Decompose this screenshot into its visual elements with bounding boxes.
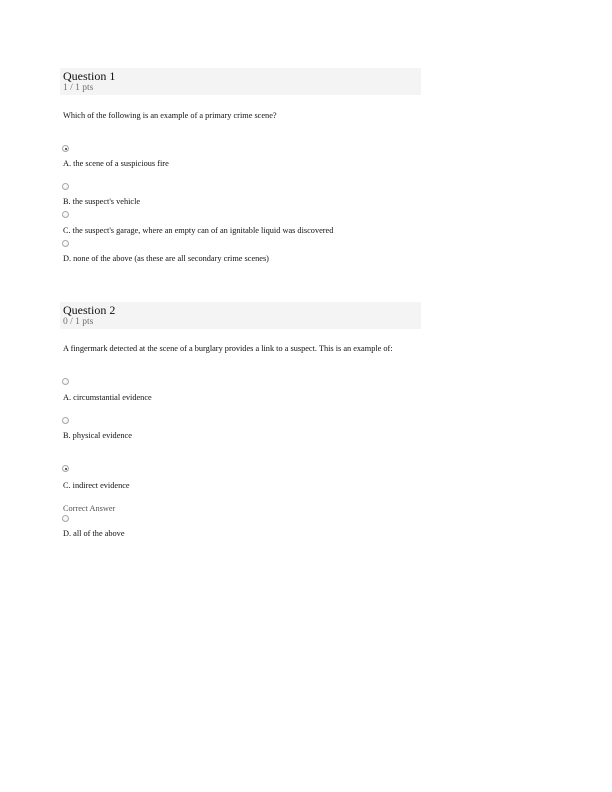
question-2-option-b-radio[interactable] bbox=[62, 417, 69, 424]
question-1-option-a-label: A. the scene of a suspicious fire bbox=[63, 159, 169, 168]
question-1-option-b-radio[interactable] bbox=[62, 183, 69, 190]
question-1-option-c-label: C. the suspect's garage, where an empty can of an ignitable liquid was discovered bbox=[63, 226, 334, 235]
question-2-option-c-radio[interactable] bbox=[62, 465, 69, 472]
question-1-option-d-label: D. none of the above (as these are all secondary crime scenes) bbox=[63, 254, 269, 263]
question-2-option-a-radio[interactable] bbox=[62, 378, 69, 385]
question-2-option-d-radio[interactable] bbox=[62, 515, 69, 522]
question-2-title: Question 2 bbox=[63, 303, 116, 317]
question-1-header bbox=[60, 68, 421, 95]
question-1-points: 1 / 1 pts bbox=[63, 83, 94, 93]
question-1-option-b-label: B. the suspect's vehicle bbox=[63, 197, 141, 206]
question-1-title: Question 1 bbox=[63, 69, 116, 83]
question-2-option-c-label: C. indirect evidence bbox=[63, 481, 130, 490]
question-2-option-a-label: A. circumstantial evidence bbox=[63, 393, 152, 402]
question-2-points: 0 / 1 pts bbox=[63, 317, 94, 327]
question-1-option-d-radio[interactable] bbox=[62, 240, 69, 247]
question-2-option-b-label: B. physical evidence bbox=[63, 431, 132, 440]
question-2-header bbox=[60, 302, 421, 329]
question-1-option-a-radio[interactable] bbox=[62, 145, 69, 152]
question-2-prompt: A fingermark detected at the scene of a burglary provides a link to a suspect. This is an example of: bbox=[63, 344, 393, 353]
question-1-prompt: Which of the following is an example of a primary crime scene? bbox=[63, 111, 277, 120]
question-1-option-c-radio[interactable] bbox=[62, 211, 69, 218]
correct-answer-label: Correct Answer bbox=[63, 504, 116, 513]
question-2-option-d-label: D. all of the above bbox=[63, 529, 125, 538]
